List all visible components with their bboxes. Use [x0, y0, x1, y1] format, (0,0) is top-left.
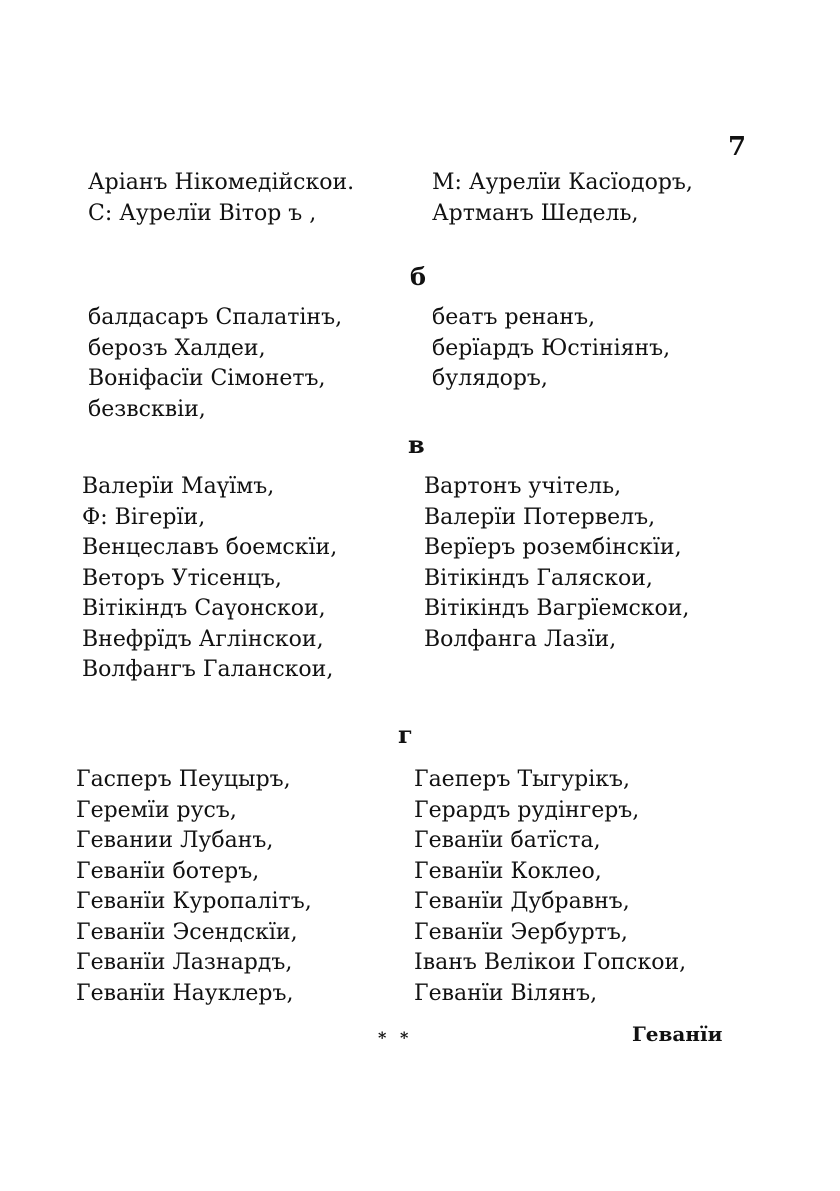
section-a-left-column: [88, 168, 354, 229]
catchword: Геванїи: [632, 1022, 723, 1046]
name-entry: Гаеперъ Тыгурікъ,: [414, 767, 630, 792]
section-v-right-column: [424, 472, 689, 655]
section-letter-v: в: [408, 430, 425, 459]
section-g-left-column: [76, 765, 312, 1009]
section-letter-g: г: [398, 720, 413, 749]
name-entry: Герардъ рудінгеръ,: [414, 797, 640, 823]
section-b-right-column: [432, 303, 670, 395]
name-entry: Вартонъ учітель,: [424, 474, 622, 499]
name-entry: Геванїи Коклео,: [414, 858, 602, 884]
name-entry: Геванїи Эербуртъ,: [414, 919, 628, 945]
name-entry: безвсквіи,: [88, 396, 206, 422]
name-entry: Внефрїдъ Аглінскои,: [82, 626, 324, 652]
section-g-right-column: [414, 765, 686, 1009]
name-entry: Геремїи русъ,: [76, 797, 237, 823]
name-entry: Волфангъ Галанскои,: [82, 657, 334, 682]
name-entry: Іванъ Велікои Гопскои,: [414, 950, 687, 975]
name-entry: Геванїи Вілянъ,: [414, 980, 598, 1006]
name-entry: Вітікіндъ Галяскои,: [424, 565, 653, 591]
name-entry: Ф: Вігерїи,: [82, 504, 206, 530]
name-entry: беатъ ренанъ,: [432, 305, 596, 330]
name-entry: Воніфасїи Сімонетъ,: [88, 366, 326, 391]
name-entry: М: Аурелїи Касїодоръ,: [432, 170, 693, 195]
section-v-left-column: [82, 472, 337, 686]
name-entry: Геванїи батїста,: [414, 828, 601, 853]
name-entry: Артманъ Шедель,: [432, 200, 639, 226]
name-entry: Геванїи Науклеръ,: [76, 980, 294, 1006]
page-number: 7: [728, 132, 747, 162]
name-entry: Венцеславъ боемскїи,: [82, 535, 338, 560]
name-entry: Верїеръ розембінскїи,: [424, 535, 682, 560]
section-a-right-column: [432, 168, 693, 229]
name-entry: берозъ Халдеи,: [88, 335, 266, 361]
name-entry: Веторъ Утісенцъ,: [82, 565, 282, 591]
name-entry: Волфанга Лазїи,: [424, 626, 617, 652]
name-entry: Геванїи Куропалітъ,: [76, 889, 312, 914]
name-entry: С: Аурелїи Вітор ъ ,: [88, 200, 317, 226]
name-entry: Геванїи Лазнардъ,: [76, 950, 293, 975]
signature-mark: * *: [378, 1028, 413, 1047]
name-entry: Вітікіндъ Саүонскои,: [82, 596, 326, 621]
name-entry: булядоръ,: [432, 366, 548, 391]
name-entry: Гевании Лубанъ,: [76, 828, 274, 853]
section-letter-b: б: [410, 262, 427, 291]
name-entry: балдасаръ Спалатінъ,: [88, 305, 343, 330]
section-b-left-column: [88, 303, 342, 425]
name-entry: Валерїи Маүїмъ,: [82, 474, 275, 499]
name-entry: Геванїи Дубравнъ,: [414, 889, 630, 914]
name-entry: Геванїи ботеръ,: [76, 858, 260, 884]
name-entry: Вітікіндъ Вагрїемскои,: [424, 596, 690, 621]
name-entry: Аріанъ Нікомедійскои.: [88, 170, 355, 195]
name-entry: Валерїи Потервелъ,: [424, 504, 656, 530]
name-entry: берїардъ Юстініянъ,: [432, 335, 671, 361]
name-entry: Геванїи Эсендскїи,: [76, 919, 298, 945]
name-entry: Гасперъ Пеуцыръ,: [76, 767, 291, 792]
